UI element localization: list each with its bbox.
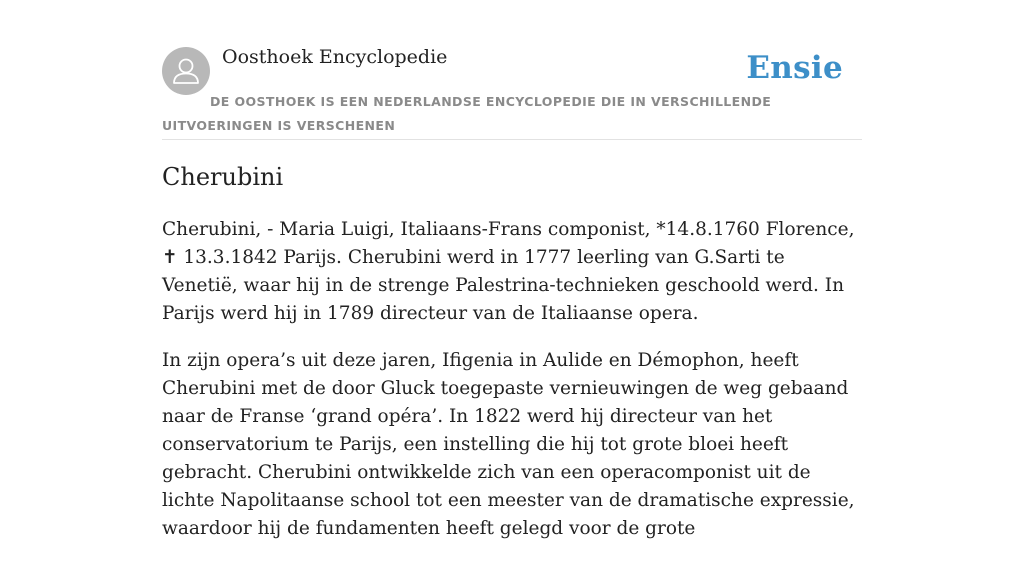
ensie-logo[interactable]: Ensie (746, 50, 843, 86)
article-body (162, 216, 862, 562)
header-divider (162, 139, 862, 140)
article-title: Cherubini (162, 163, 284, 191)
site-tagline: DE OOSTHOEK IS EEN NEDERLANDSE ENCYCLOPEDIE DIE IN VERSCHILLENDE UITVOERINGEN IS VERSCHENEN (162, 94, 772, 133)
article-paragraph: In zijn opera’s uit deze jaren, Ifigenia in Aulide en Démophon, heeft Cherubini met de door Gluck toegepaste vernieuwingen de weg gebaand naar de Franse ‘grand opéra’. In 1822 werd hij directeur van het conservatorium te Parijs, een instelling die hij tot grote bloei heeft gebracht. Cherubini ontwikkelde zich van een operacomponist uit de lichte Napolitaanse school tot een meester van de dramatische expressie, waardoor hij de fundamenten heeft gelegd voor de grote (162, 350, 855, 539)
site-name-link[interactable]: Oosthoek Encyclopedie (222, 46, 448, 68)
user-avatar-icon[interactable] (162, 47, 210, 95)
article-paragraph: Cherubini, - Maria Luigi, Italiaans-Frans componist, *14.8.1760 Florence, ✝ 13.3.1842 Parijs. Cherubini werd in 1777 leerling van G.Sarti te Venetië, waar hij in de strenge Palestrina-technieken geschoold werd. In Parijs werd hij in 1789 directeur van de Italiaanse opera. (162, 219, 855, 324)
person-outline-icon (162, 47, 210, 95)
